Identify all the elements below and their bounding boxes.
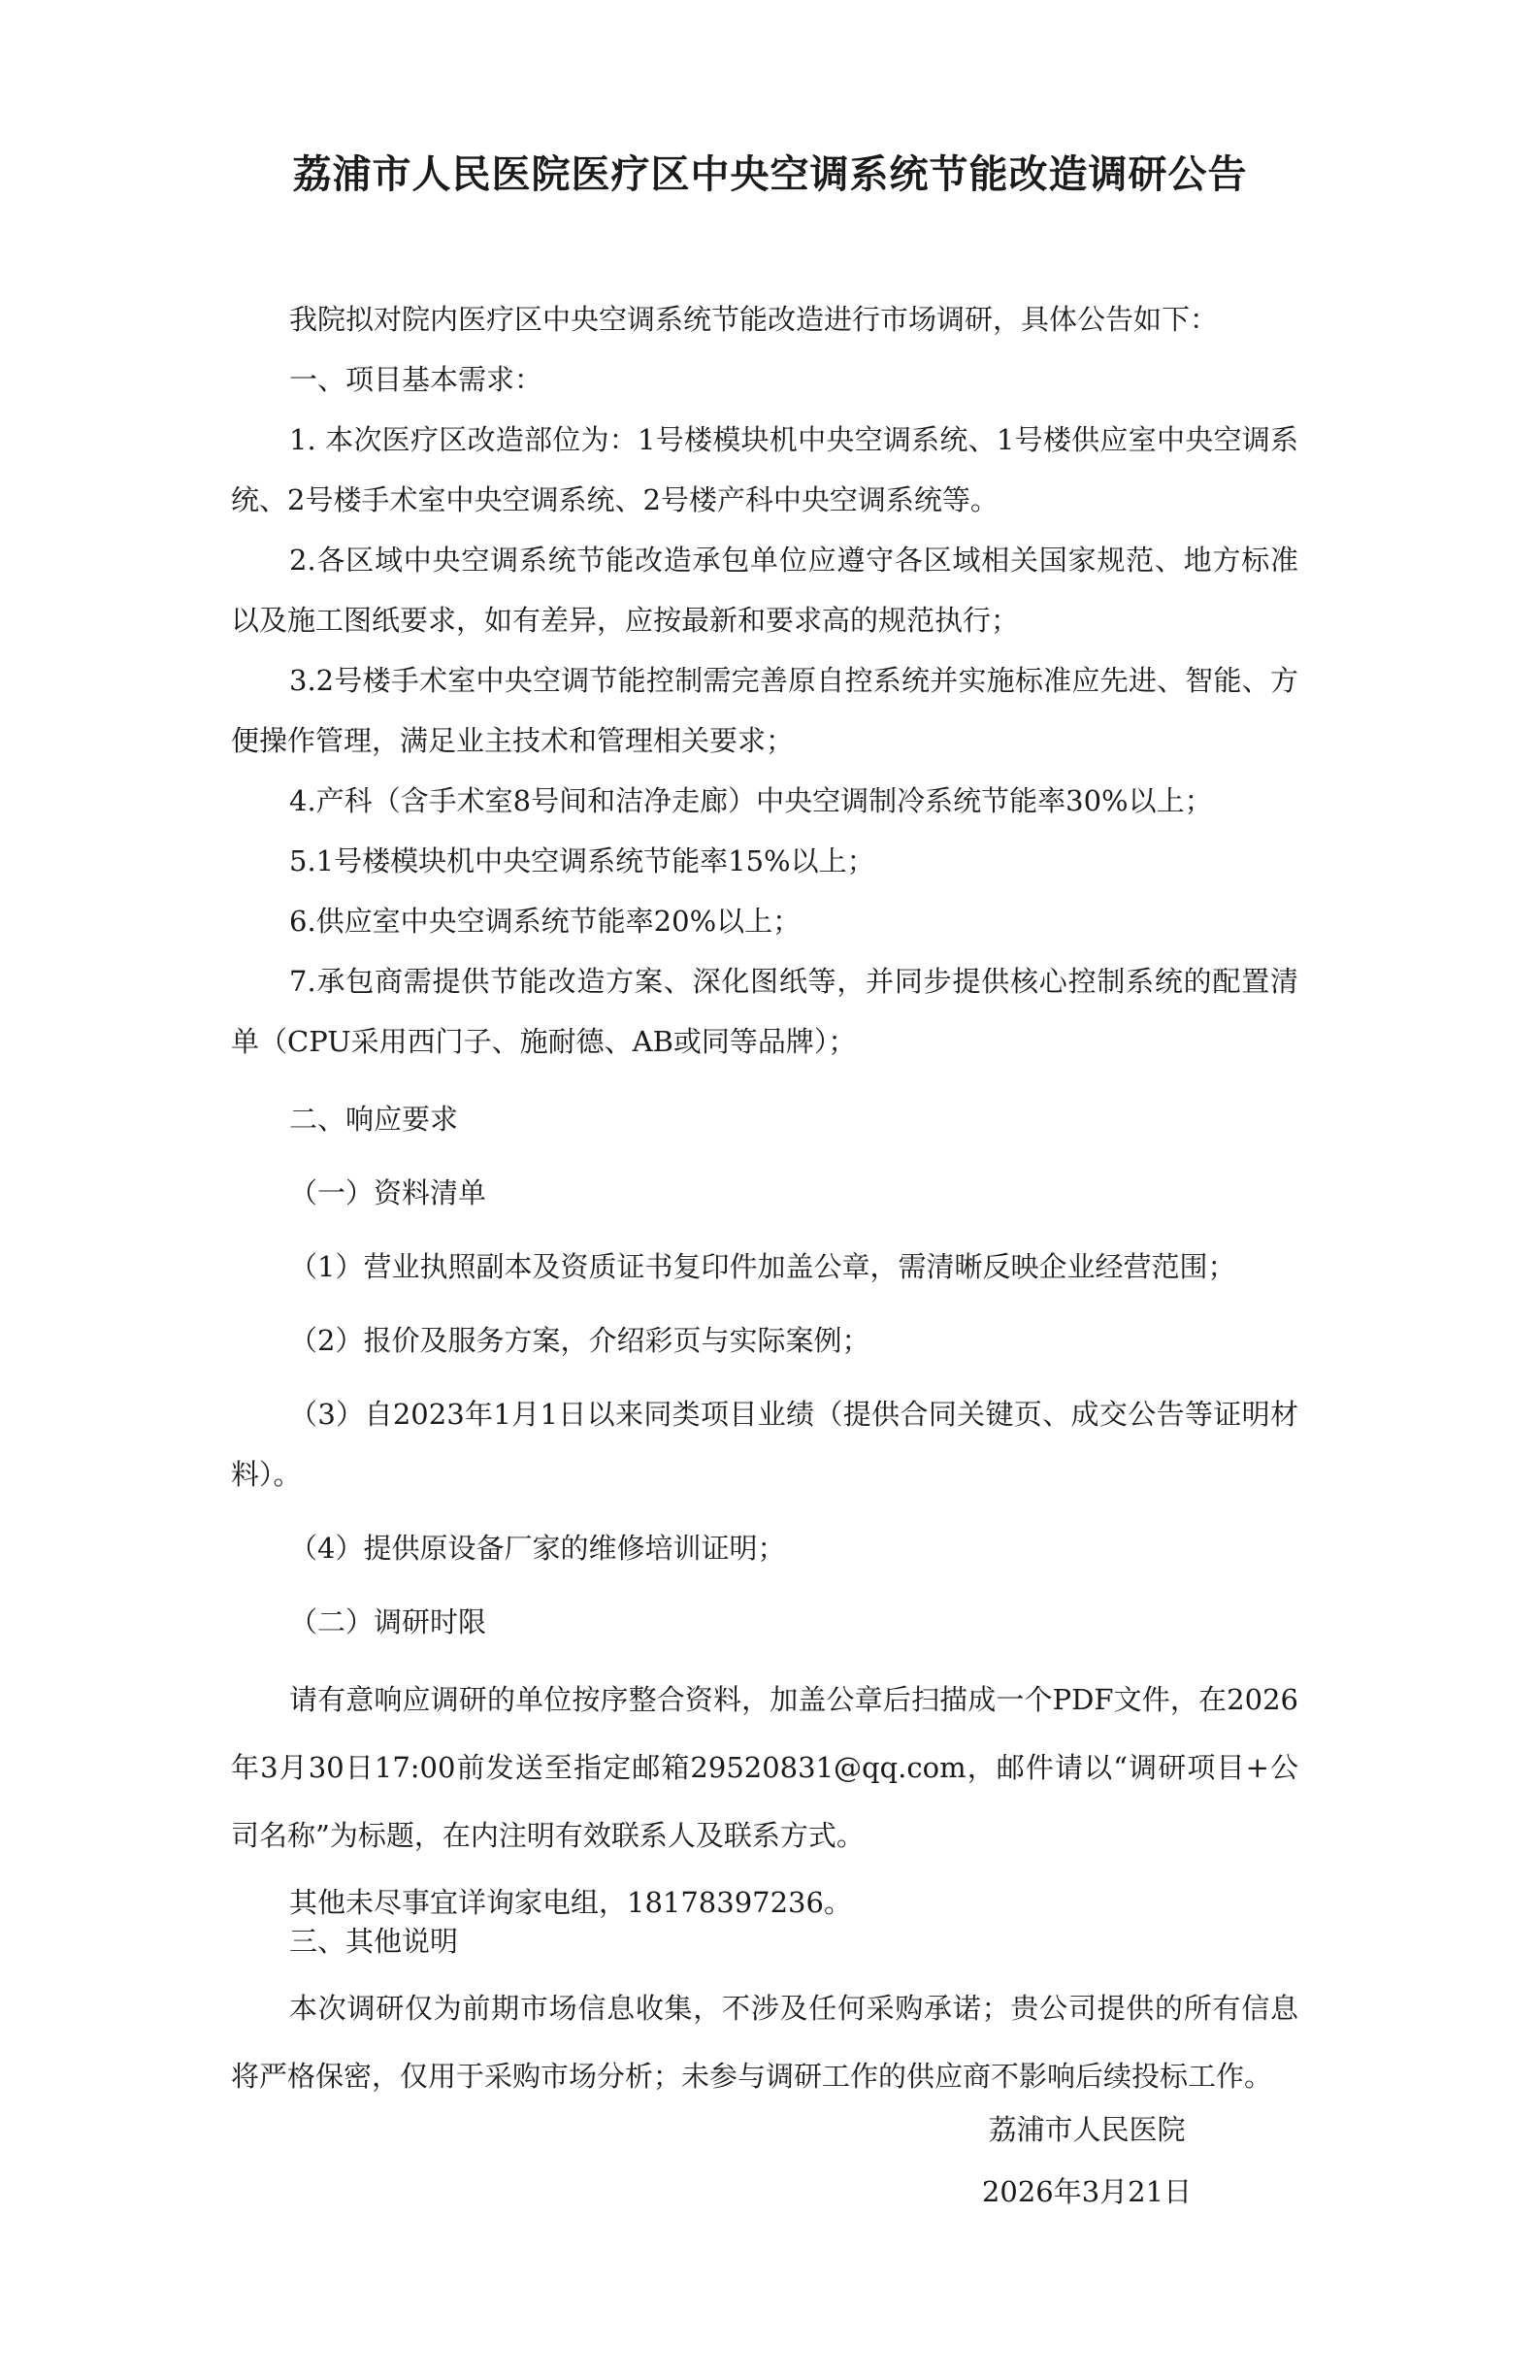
requirement-item-3: 3.2号楼手术室中央空调节能控制需完善原自控系统并实施标准应先进、智能、方便操作管理，满足业主技术和管理相关要求； (231, 664, 1298, 757)
section1-heading: 一、项目基本需求： (289, 363, 543, 396)
document-body (231, 289, 1298, 2110)
material-item-2: （2）报价及服务方案，介绍彩页与实际案例； (289, 1324, 870, 1357)
material-item-1: （1）营业执照副本及资质证书复印件加盖公章，需清晰反映企业经营范围； (289, 1250, 1236, 1283)
spacer (231, 1961, 1298, 1974)
requirement-item-6: 6.供应室中央空调系统节能率20%以上； (289, 905, 802, 938)
requirement-item-2: 2.各区域中央空调系统节能改造承包单位应遵守各区域相关国家规范、地方标准以及施工图纸要求，如有差异，应按最新和要求高的规范执行； (231, 544, 1298, 637)
spacer (231, 1371, 1298, 1384)
requirement-item-5: 5.1号楼模块机中央空调系统节能率15%以上； (289, 844, 875, 877)
spacer (231, 1869, 1298, 1883)
materials-heading: （一）资料清单 (289, 1176, 487, 1209)
signature-organization: 荔浦市人民医院 (988, 2113, 1186, 2146)
section3-heading: 三、其他说明 (289, 1925, 459, 1958)
signature-date: 2026年3月21日 (981, 2175, 1193, 2208)
contact-line: 其他未尽事宜详询家电组，18178397236。 (289, 1886, 852, 1919)
section2-heading: 二、响应要求 (289, 1103, 459, 1136)
deadline-heading: （二）调研时限 (289, 1605, 487, 1638)
spacer (231, 1072, 1298, 1089)
spacer (231, 1652, 1298, 1666)
requirement-item-4: 4.产科（含手术室8号间和洁净走廊）中央空调制冷系统节能率30%以上； (289, 784, 1213, 817)
spacer (231, 1149, 1298, 1163)
document-title: 荔浦市人民医院医疗区中央空调系统节能改造调研公告 (292, 151, 1248, 197)
requirement-item-1: 1. 本次医疗区改造部位为：1号楼模块机中央空调系统、1号楼供应室中央空调系统、2号楼手术室中央空调系统、2号楼产科中央空调系统等。 (231, 423, 1298, 516)
deadline-paragraph: 请有意响应调研的单位按序整合资料，加盖公章后扫描成一个PDF文件，在2026年3月30日17:00前发送至指定邮箱29520831@qq.com，邮件请以“调研项目+公司名称”为标题，在内注明有效联系人及联系方式。 (231, 1683, 1298, 1852)
material-item-3: （3）自2023年1月1日以来同类项目业绩（提供合同关键页、成交公告等证明材料）。 (231, 1398, 1298, 1491)
material-item-4: （4）提供原设备厂家的维修培训证明； (289, 1532, 786, 1565)
intro-paragraph: 我院拟对院内医疗区中央空调系统节能改造进行市场调研，具体公告如下： (289, 303, 1219, 336)
spacer (231, 1297, 1298, 1310)
notes-paragraph: 本次调研仅为前期市场信息收集，不涉及任何采购承诺；贵公司提供的所有信息将严格保密，仅用于采购市场分析；未参与调研工作的供应商不影响后续投标工作。 (231, 1992, 1298, 2093)
requirement-item-7: 7.承包商需提供节能改造方案、深化图纸等，并同步提供核心控制系统的配置清单（CPU采用西门子、施耐德、AB或同等品牌）； (231, 965, 1298, 1058)
spacer (231, 1504, 1298, 1518)
spacer (231, 1578, 1298, 1592)
spacer (231, 1223, 1298, 1237)
